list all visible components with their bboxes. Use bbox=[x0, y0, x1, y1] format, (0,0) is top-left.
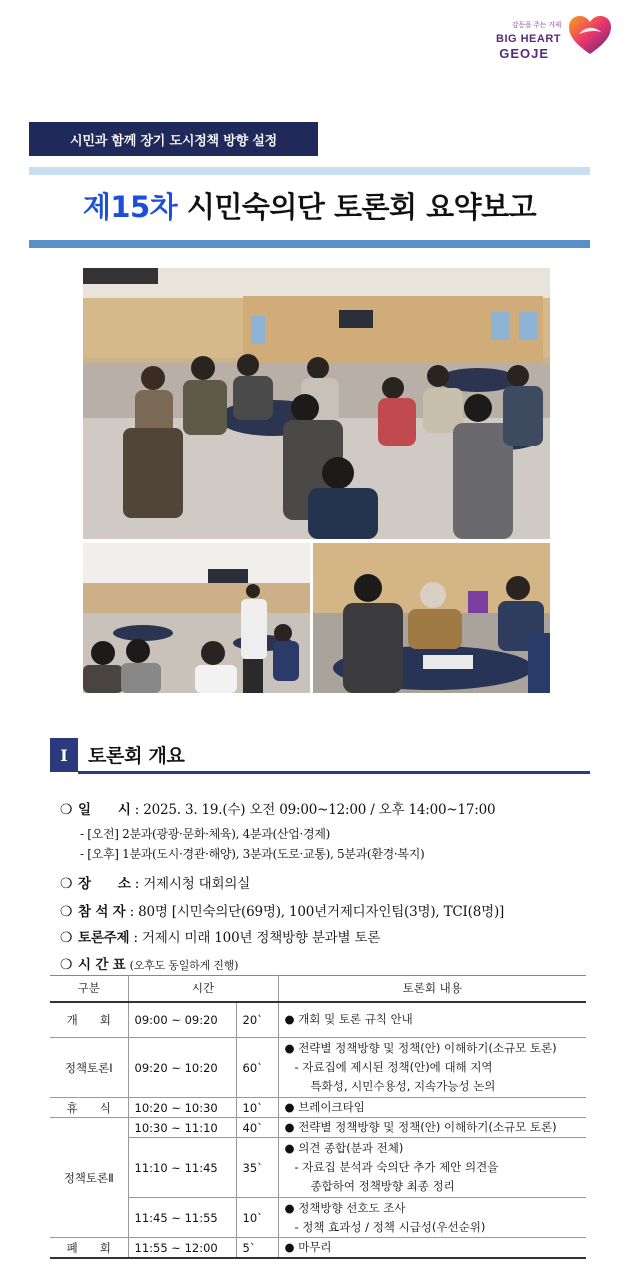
content-line: - 정책 효과성 / 정책 시급성(우선순위) bbox=[294, 1219, 486, 1234]
heart-icon bbox=[567, 14, 613, 58]
row-minutes: 40` bbox=[236, 1118, 278, 1138]
topic-label: 토론주제 bbox=[78, 930, 130, 946]
row-time: 11:10 ~ 11:45 bbox=[128, 1138, 236, 1198]
table-row bbox=[50, 1198, 586, 1238]
table-header-row bbox=[50, 976, 586, 1002]
content-line: 종합하여 정책방향 최종 정리 bbox=[310, 1179, 455, 1193]
content-line: ● 의견 종합(분과 전체) bbox=[284, 1141, 404, 1155]
row-time: 11:45 ~ 11:55 bbox=[128, 1198, 236, 1238]
section-tag: 시민과 함께 장기 도시정책 방향 설정 bbox=[29, 122, 318, 156]
header-content: 토론회 내용 bbox=[278, 976, 586, 1002]
circle-bullet-icon: ❍ bbox=[60, 930, 73, 946]
content-line: - 자료집 분석과 숙의단 추가 제안 의견을 bbox=[294, 1160, 499, 1174]
row-content bbox=[278, 1002, 586, 1038]
table-row bbox=[50, 1098, 586, 1118]
circle-bullet-icon: ❍ bbox=[60, 904, 73, 920]
title-bar-top bbox=[29, 167, 590, 175]
row-content bbox=[278, 1038, 586, 1098]
row-time: 09:00 ~ 09:20 bbox=[128, 1002, 236, 1038]
circle-bullet-icon: ❍ bbox=[60, 957, 73, 973]
section-underline bbox=[78, 771, 590, 774]
table-row bbox=[50, 1038, 586, 1098]
row-minutes: 35` bbox=[236, 1138, 278, 1198]
content-line: 특화성, 시민수용성, 지속가능성 논의 bbox=[310, 1079, 496, 1093]
info-topic bbox=[60, 926, 380, 946]
section-number: Ⅰ bbox=[50, 738, 78, 772]
date-value: : 2025. 3. 19.(수) 오전 09:00~12:00 / 오후 14:00~17:00 bbox=[134, 802, 496, 818]
header-section: 구분 bbox=[50, 976, 128, 1002]
title-rest: 시민숙의단 토론회 요약보고 bbox=[186, 190, 537, 224]
row-content bbox=[278, 1118, 586, 1138]
logo-text-big-heart: BIG HEART bbox=[496, 33, 561, 45]
title-bar-bottom bbox=[29, 240, 590, 248]
info-schedule bbox=[60, 953, 238, 973]
table-row bbox=[50, 1238, 586, 1259]
section-title: 토론회 개요 bbox=[88, 745, 185, 767]
photo-main-discussion bbox=[83, 268, 550, 539]
content-line: ● 개회 및 토론 규칙 안내 bbox=[284, 1012, 413, 1027]
row-minutes: 60` bbox=[236, 1038, 278, 1098]
row-minutes: 5` bbox=[236, 1238, 278, 1259]
row-time: 11:55 ~ 12:00 bbox=[128, 1238, 236, 1259]
row-minutes: 20` bbox=[236, 1002, 278, 1038]
attend-label: 참 석 자 bbox=[78, 904, 126, 920]
content-line: ● 정책방향 선호도 조사 bbox=[284, 1200, 406, 1215]
content-line: ● 전략별 정책방향 및 정책(안) 이해하기(소규모 토론) bbox=[284, 1041, 557, 1055]
schedule-table bbox=[50, 975, 586, 1259]
info-place bbox=[60, 872, 250, 892]
info-attendees bbox=[60, 900, 504, 920]
content-line: ● 마무리 bbox=[284, 1240, 332, 1254]
place-value: : 거제시청 대회의실 bbox=[134, 876, 251, 892]
header-time: 시간 bbox=[128, 976, 278, 1002]
topic-value: : 거제시 미래 100년 정책방향 분과별 토론 bbox=[133, 930, 381, 946]
row-minutes: 10` bbox=[236, 1198, 278, 1238]
photo-right-table3 bbox=[313, 543, 550, 693]
circle-bullet-icon: ❍ bbox=[60, 802, 73, 818]
row-content bbox=[278, 1238, 586, 1259]
content-line: ● 브레이크타임 bbox=[284, 1100, 365, 1114]
row-section: 정책토론Ⅱ bbox=[50, 1118, 128, 1238]
row-section: 개 회 bbox=[50, 1002, 128, 1038]
table-row bbox=[50, 1138, 586, 1198]
title-accent: 제15차 bbox=[82, 190, 178, 224]
content-line: - 자료집에 제시된 정책(안)에 대해 지역 bbox=[294, 1060, 493, 1074]
row-section: 정책토론Ⅰ bbox=[50, 1038, 128, 1098]
table-row bbox=[50, 1118, 586, 1138]
row-content bbox=[278, 1138, 586, 1198]
row-content bbox=[278, 1198, 586, 1238]
table-row bbox=[50, 1002, 586, 1038]
info-date bbox=[60, 798, 495, 818]
logo-text-geoje: GEOJE bbox=[499, 46, 549, 61]
row-time: 10:20 ~ 10:30 bbox=[128, 1098, 236, 1118]
content-line: ● 전략별 정책방향 및 정책(안) 이해하기(소규모 토론) bbox=[284, 1120, 557, 1134]
schedule-note: (오후도 동일하게 진행) bbox=[129, 959, 239, 972]
row-minutes: 10` bbox=[236, 1098, 278, 1118]
schedule-label: 시 간 표 bbox=[78, 957, 126, 973]
big-heart-geoje-logo bbox=[473, 14, 613, 60]
info-am: - [오전] 2분과(광광·문화·체육), 4분과(산업·경제) bbox=[80, 827, 330, 841]
photo-left-hall bbox=[83, 543, 310, 693]
row-time: 09:20 ~ 10:20 bbox=[128, 1038, 236, 1098]
row-section: 폐 회 bbox=[50, 1238, 128, 1259]
row-section: 휴 식 bbox=[50, 1098, 128, 1118]
place-label: 장 소 bbox=[78, 876, 131, 892]
circle-bullet-icon: ❍ bbox=[60, 876, 73, 892]
info-pm: - [오후] 1분과(도시·경관·해양), 3분과(도로·교통), 5분과(환경·복지) bbox=[80, 847, 425, 861]
date-label: 일 시 bbox=[78, 802, 131, 818]
attend-value: : 80명 [시민숙의단(69명), 100년거제디자인팀(3명), TCI(8명)] bbox=[129, 904, 505, 920]
row-time: 10:30 ~ 11:10 bbox=[128, 1118, 236, 1138]
section-1-header bbox=[50, 738, 590, 774]
page-title bbox=[29, 180, 590, 234]
row-content bbox=[278, 1098, 586, 1118]
logo-tagline: 감동을 주는 거제 bbox=[511, 21, 561, 29]
